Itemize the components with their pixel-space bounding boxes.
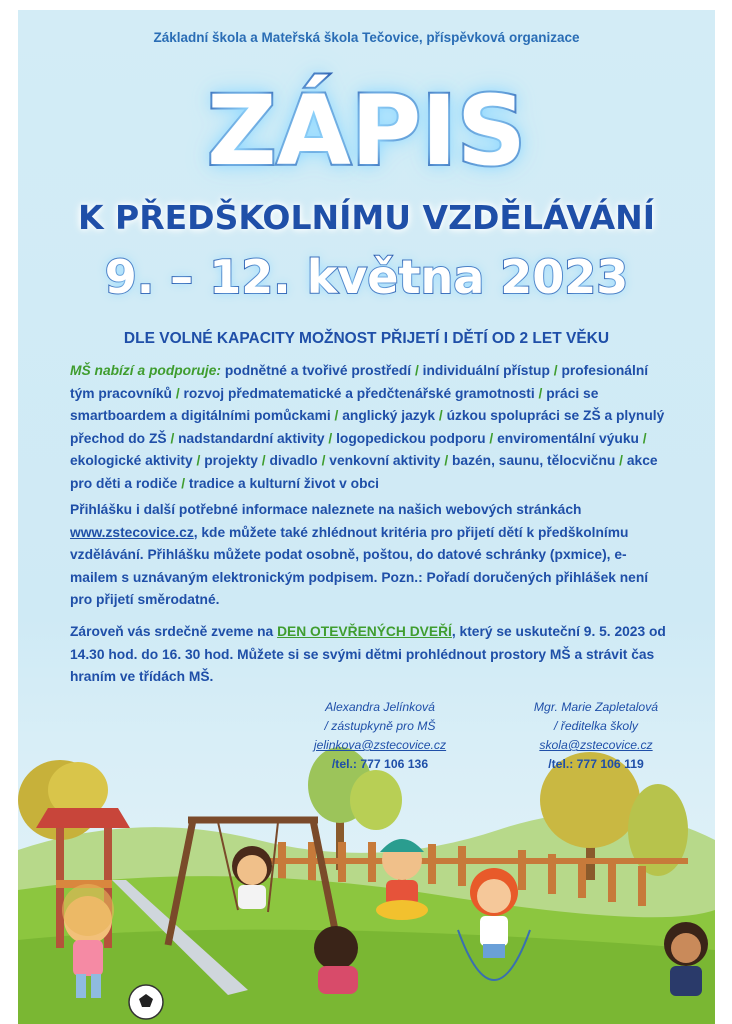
offer-separator: / bbox=[438, 408, 443, 423]
offer-item: podnětné a tvořivé prostředí bbox=[224, 363, 412, 378]
open-day-event: DEN OTEVŘENÝCH DVEŘÍ bbox=[277, 624, 452, 639]
offer-lead: MŠ nabízí a podporuje: bbox=[70, 363, 221, 378]
open-day-text-before: Zároveň vás srdečně zveme na bbox=[70, 624, 274, 639]
signature-role: / zástupkyně pro MŠ bbox=[324, 719, 436, 733]
offer-separator: / bbox=[170, 430, 175, 446]
signature-role: / ředitelka školy bbox=[554, 719, 638, 733]
offer-item: bazén, saunu, tělocvičnu bbox=[452, 453, 616, 468]
organization-name: Základní škola a Mateřská škola Tečovice, příspěvková organizace bbox=[153, 30, 580, 45]
poster-subtitle: K PŘEDŠKOLNÍMU VZDĚLÁVÁNÍ bbox=[77, 198, 656, 237]
capacity-note: DLE VOLNÉ KAPACITY MOŽNOST PŘIJETÍ I DĚTÍ OD 2 LET VĚKU bbox=[123, 330, 610, 347]
poster-title: ZÁPIS bbox=[206, 75, 527, 187]
poster bbox=[18, 10, 715, 1024]
football bbox=[129, 985, 163, 1019]
offer-item: projekty bbox=[204, 453, 258, 468]
offer-item: nadstandardní aktivity bbox=[178, 430, 325, 446]
offer-item: enviromentální výuku bbox=[497, 430, 639, 446]
offer-separator: / bbox=[444, 453, 449, 468]
offer-separator: / bbox=[619, 453, 623, 468]
signature-name: Mgr. Marie Zapletalová bbox=[533, 700, 659, 714]
offer-separator: / bbox=[334, 408, 339, 423]
open-day-paragraph bbox=[70, 621, 670, 689]
info-paragraph bbox=[70, 499, 670, 612]
offer-separator: / bbox=[181, 475, 186, 491]
offer-separator: / bbox=[321, 453, 326, 468]
info-text-before: Přihlášku i další potřebné informace naleznete na našich webových stránkách bbox=[70, 502, 582, 517]
child-chalk bbox=[314, 926, 358, 994]
open-day-text-after: , který se uskuteční 9. 5. 2023 od 14.30 hod. do 16. 30 hod. Můžete si se svými dětmi prohlédnout prostory MŠ a strávit čas hraním ve třídách MŠ. bbox=[70, 624, 666, 684]
signature-email[interactable]: jelinkova@zstecovice.cz bbox=[313, 738, 447, 752]
signature-director bbox=[496, 698, 696, 774]
offer-separator: / bbox=[553, 363, 558, 378]
signature-deputy bbox=[280, 698, 480, 774]
playground-illustration bbox=[18, 730, 715, 1024]
signature-email[interactable]: skola@zstecovice.cz bbox=[539, 738, 653, 752]
offer-separator: / bbox=[175, 385, 180, 401]
child-swing bbox=[232, 846, 272, 909]
offer-item: tradice a kulturní život v obci bbox=[188, 475, 380, 491]
website-link[interactable]: www.zstecovice.cz bbox=[70, 524, 194, 540]
offer-separator: / bbox=[196, 453, 201, 468]
offer-item: ekologické aktivity bbox=[70, 453, 193, 468]
offer-separator: / bbox=[328, 430, 333, 446]
info-text-after: , kde můžete také zhlédnout kritéria pro přijetí dětí k předškolnímu vzdělávání. Přihlášku můžete podat osobně, poštou, do datové schránky (pxmice), e-mailem s uznávaným elektronickým podpisem. Pozn.: Pořadí doručených přihlášek není pro přijetí směrodatné. bbox=[70, 524, 649, 607]
child-running-right bbox=[664, 922, 708, 996]
offer-item: profesionální tým pracovníků bbox=[70, 363, 649, 401]
offer-item: divadlo bbox=[269, 453, 318, 468]
offer-paragraph bbox=[70, 360, 670, 495]
offer-item: úzkou spolupráci se ZŠ a plynulý přechod do ZŠ bbox=[70, 408, 665, 446]
offer-separator: / bbox=[538, 385, 543, 401]
offer-separator: / bbox=[261, 453, 266, 468]
offer-item: práci se smartboardem a digitálními pomůckami bbox=[70, 385, 599, 423]
enrollment-dates: 9. – 12. května 2023 bbox=[104, 250, 629, 304]
offer-item: venkovní aktivity bbox=[329, 453, 441, 468]
offer-separator: / bbox=[414, 363, 419, 378]
offer-separator: / bbox=[642, 430, 647, 446]
signature-phone: /tel.: 777 106 136 bbox=[331, 757, 429, 771]
signature-phone: /tel.: 777 106 119 bbox=[548, 757, 644, 771]
offer-item: akce pro děti a rodiče bbox=[70, 453, 658, 491]
offer-item: individuální přístup bbox=[422, 363, 550, 378]
offer-list bbox=[70, 363, 664, 491]
offer-item: logopedickou podporu bbox=[336, 430, 486, 446]
signature-name: Alexandra Jelínková bbox=[325, 700, 435, 714]
offer-item: anglický jazyk bbox=[342, 408, 436, 423]
offer-item: rozvoj předmatematické a předčtenářské gramotnosti bbox=[183, 385, 535, 401]
offer-separator: / bbox=[489, 430, 494, 446]
